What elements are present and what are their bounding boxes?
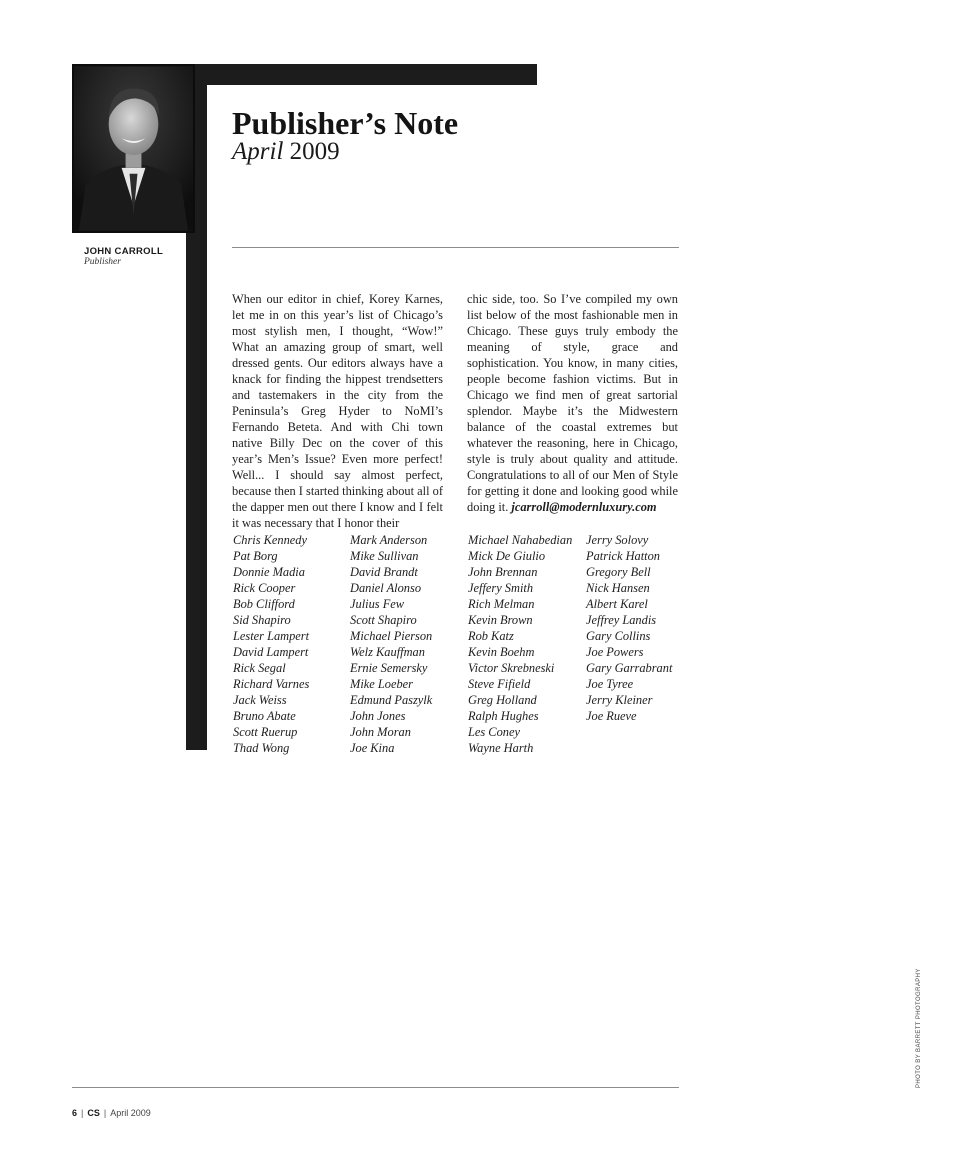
name-list-item: John Jones xyxy=(350,709,406,723)
page-footer xyxy=(72,1108,151,1118)
name-list-item: Victor Skrebneski xyxy=(468,661,555,675)
name-list-item: Daniel Alonso xyxy=(350,581,422,595)
name-list-item: Joe Kina xyxy=(350,741,395,755)
publisher-role: Publisher xyxy=(84,257,121,267)
name-list-item: Nick Hansen xyxy=(586,581,650,595)
article-column-2-text: chic side, too. So I’ve compiled my own list below of the most fashionable men in Chicago. These guys truly embody the meaning of style, grace and sophistication. You know, in many cities, people become fashion victims. But in Chicago we find men of great sartorial splendor. Maybe it’s the Midwestern balance of the coastal extremes but whatever the reasoning, here in Chicago, style is truly about quality and attitude. Congratulations to all of our Men of Style for getting it done and looking good while doing it. xyxy=(467,292,678,514)
divider-bottom xyxy=(72,1087,679,1088)
name-list-item: Ralph Hughes xyxy=(468,709,539,723)
name-list-item: Michael Nahabedian xyxy=(468,533,573,547)
issue-date xyxy=(232,138,340,166)
name-list-item: Mick De Giulio xyxy=(468,549,546,563)
name-list-item: Gregory Bell xyxy=(586,565,651,579)
name-list-item: Julius Few xyxy=(350,597,405,611)
name-list-item: Joe Tyree xyxy=(586,677,634,691)
photo-credit: PHOTO BY BARRETT PHOTOGRAPHY xyxy=(916,968,922,1088)
names-column-1 xyxy=(233,532,348,756)
article-column-2 xyxy=(467,291,678,515)
name-list-item: John Brennan xyxy=(468,565,538,579)
names-column-4 xyxy=(586,532,701,724)
divider-top xyxy=(232,247,679,248)
name-list-item: Michael Pierson xyxy=(350,629,433,643)
issue-year: 2009 xyxy=(289,138,340,165)
footer-separator: | xyxy=(103,1108,107,1118)
name-list-item: Sid Shapiro xyxy=(233,613,291,627)
name-list-item: Lester Lampert xyxy=(233,629,310,643)
name-list-item: Jerry Kleiner xyxy=(586,693,653,707)
name-list-item: Gary Collins xyxy=(586,629,651,643)
footer-date: April 2009 xyxy=(110,1108,151,1118)
name-list-item: Patrick Hatton xyxy=(586,549,660,563)
name-list-item: Pat Borg xyxy=(233,549,278,563)
footer-separator: | xyxy=(81,1108,84,1118)
names-column-2 xyxy=(350,532,465,756)
name-list-item: David Lampert xyxy=(233,645,309,659)
name-list-item: Rick Cooper xyxy=(233,581,296,595)
name-list-item: Jeffrey Landis xyxy=(586,613,657,627)
name-list-item: Bruno Abate xyxy=(233,709,296,723)
name-list-item: Welz Kauffman xyxy=(350,645,425,659)
name-list-item: Bob Clifford xyxy=(233,597,295,611)
name-list-item: Scott Shapiro xyxy=(350,613,417,627)
name-list-item: Mike Loeber xyxy=(350,677,413,691)
magazine-name: CS xyxy=(87,1108,100,1118)
email-link[interactable]: jcarroll@modernluxury.com xyxy=(511,500,657,514)
name-list-item: Mike Sullivan xyxy=(350,549,419,563)
name-list-item: Thad Wong xyxy=(233,741,290,755)
name-list-item: John Moran xyxy=(350,725,411,739)
article-column-1: When our editor in chief, Korey Karnes, let me in on this year’s list of Chicago’s most stylish men, I thought, “Wow!” What an amazing group of smart, well dressed gents. Our editors always have a knack for finding the hippest trendsetters and tastemakers in the city from the Peninsula’s Greg Hyder to NoMI’s Fernando Beteta. And with Chi town native Billy Dec on the cover of this year’s Men’s Issue? Even more perfect! Well... I should say almost perfect, because then I started thinking about all of the dapper men out there I know and I felt it was necessary that I honor their xyxy=(232,292,443,530)
name-list-item: Mark Anderson xyxy=(350,533,428,547)
name-list-item: Ernie Semersky xyxy=(350,661,428,675)
name-list-item: Edmund Paszylk xyxy=(350,693,433,707)
publisher-name: JOHN CARROLL xyxy=(84,246,164,257)
name-list-item: Wayne Harth xyxy=(468,741,534,755)
publisher-portrait-photo xyxy=(72,64,195,233)
names-column-3 xyxy=(468,532,583,756)
name-list-item: Kevin Boehm xyxy=(468,645,535,659)
name-list-item: Rick Segal xyxy=(233,661,286,675)
page-title: Publisher’s Note xyxy=(232,105,459,141)
name-list-item: Kevin Brown xyxy=(468,613,533,627)
name-list-item: Chris Kennedy xyxy=(233,533,307,547)
page-number: 6 xyxy=(72,1108,78,1118)
name-list-item: Rob Katz xyxy=(468,629,514,643)
name-list-item: Jack Weiss xyxy=(233,693,287,707)
name-list-item: Joe Powers xyxy=(586,645,644,659)
name-list-item: David Brandt xyxy=(350,565,418,579)
name-list-item: Scott Ruerup xyxy=(233,725,298,739)
name-list-item: Richard Varnes xyxy=(233,677,310,691)
name-list-item: Albert Karel xyxy=(586,597,648,611)
name-list-item: Greg Holland xyxy=(468,693,537,707)
name-list-item: Steve Fifield xyxy=(468,677,531,691)
name-list-item: Rich Melman xyxy=(468,597,535,611)
name-list-item: Jeffery Smith xyxy=(468,581,534,595)
name-list-item: Donnie Madia xyxy=(233,565,305,579)
name-list-item: Les Coney xyxy=(468,725,520,739)
name-list-item: Gary Garrabrant xyxy=(586,661,673,675)
name-list-item: Jerry Solovy xyxy=(586,533,649,547)
name-list-item: Joe Rueve xyxy=(586,709,637,723)
issue-month: April xyxy=(232,138,284,165)
